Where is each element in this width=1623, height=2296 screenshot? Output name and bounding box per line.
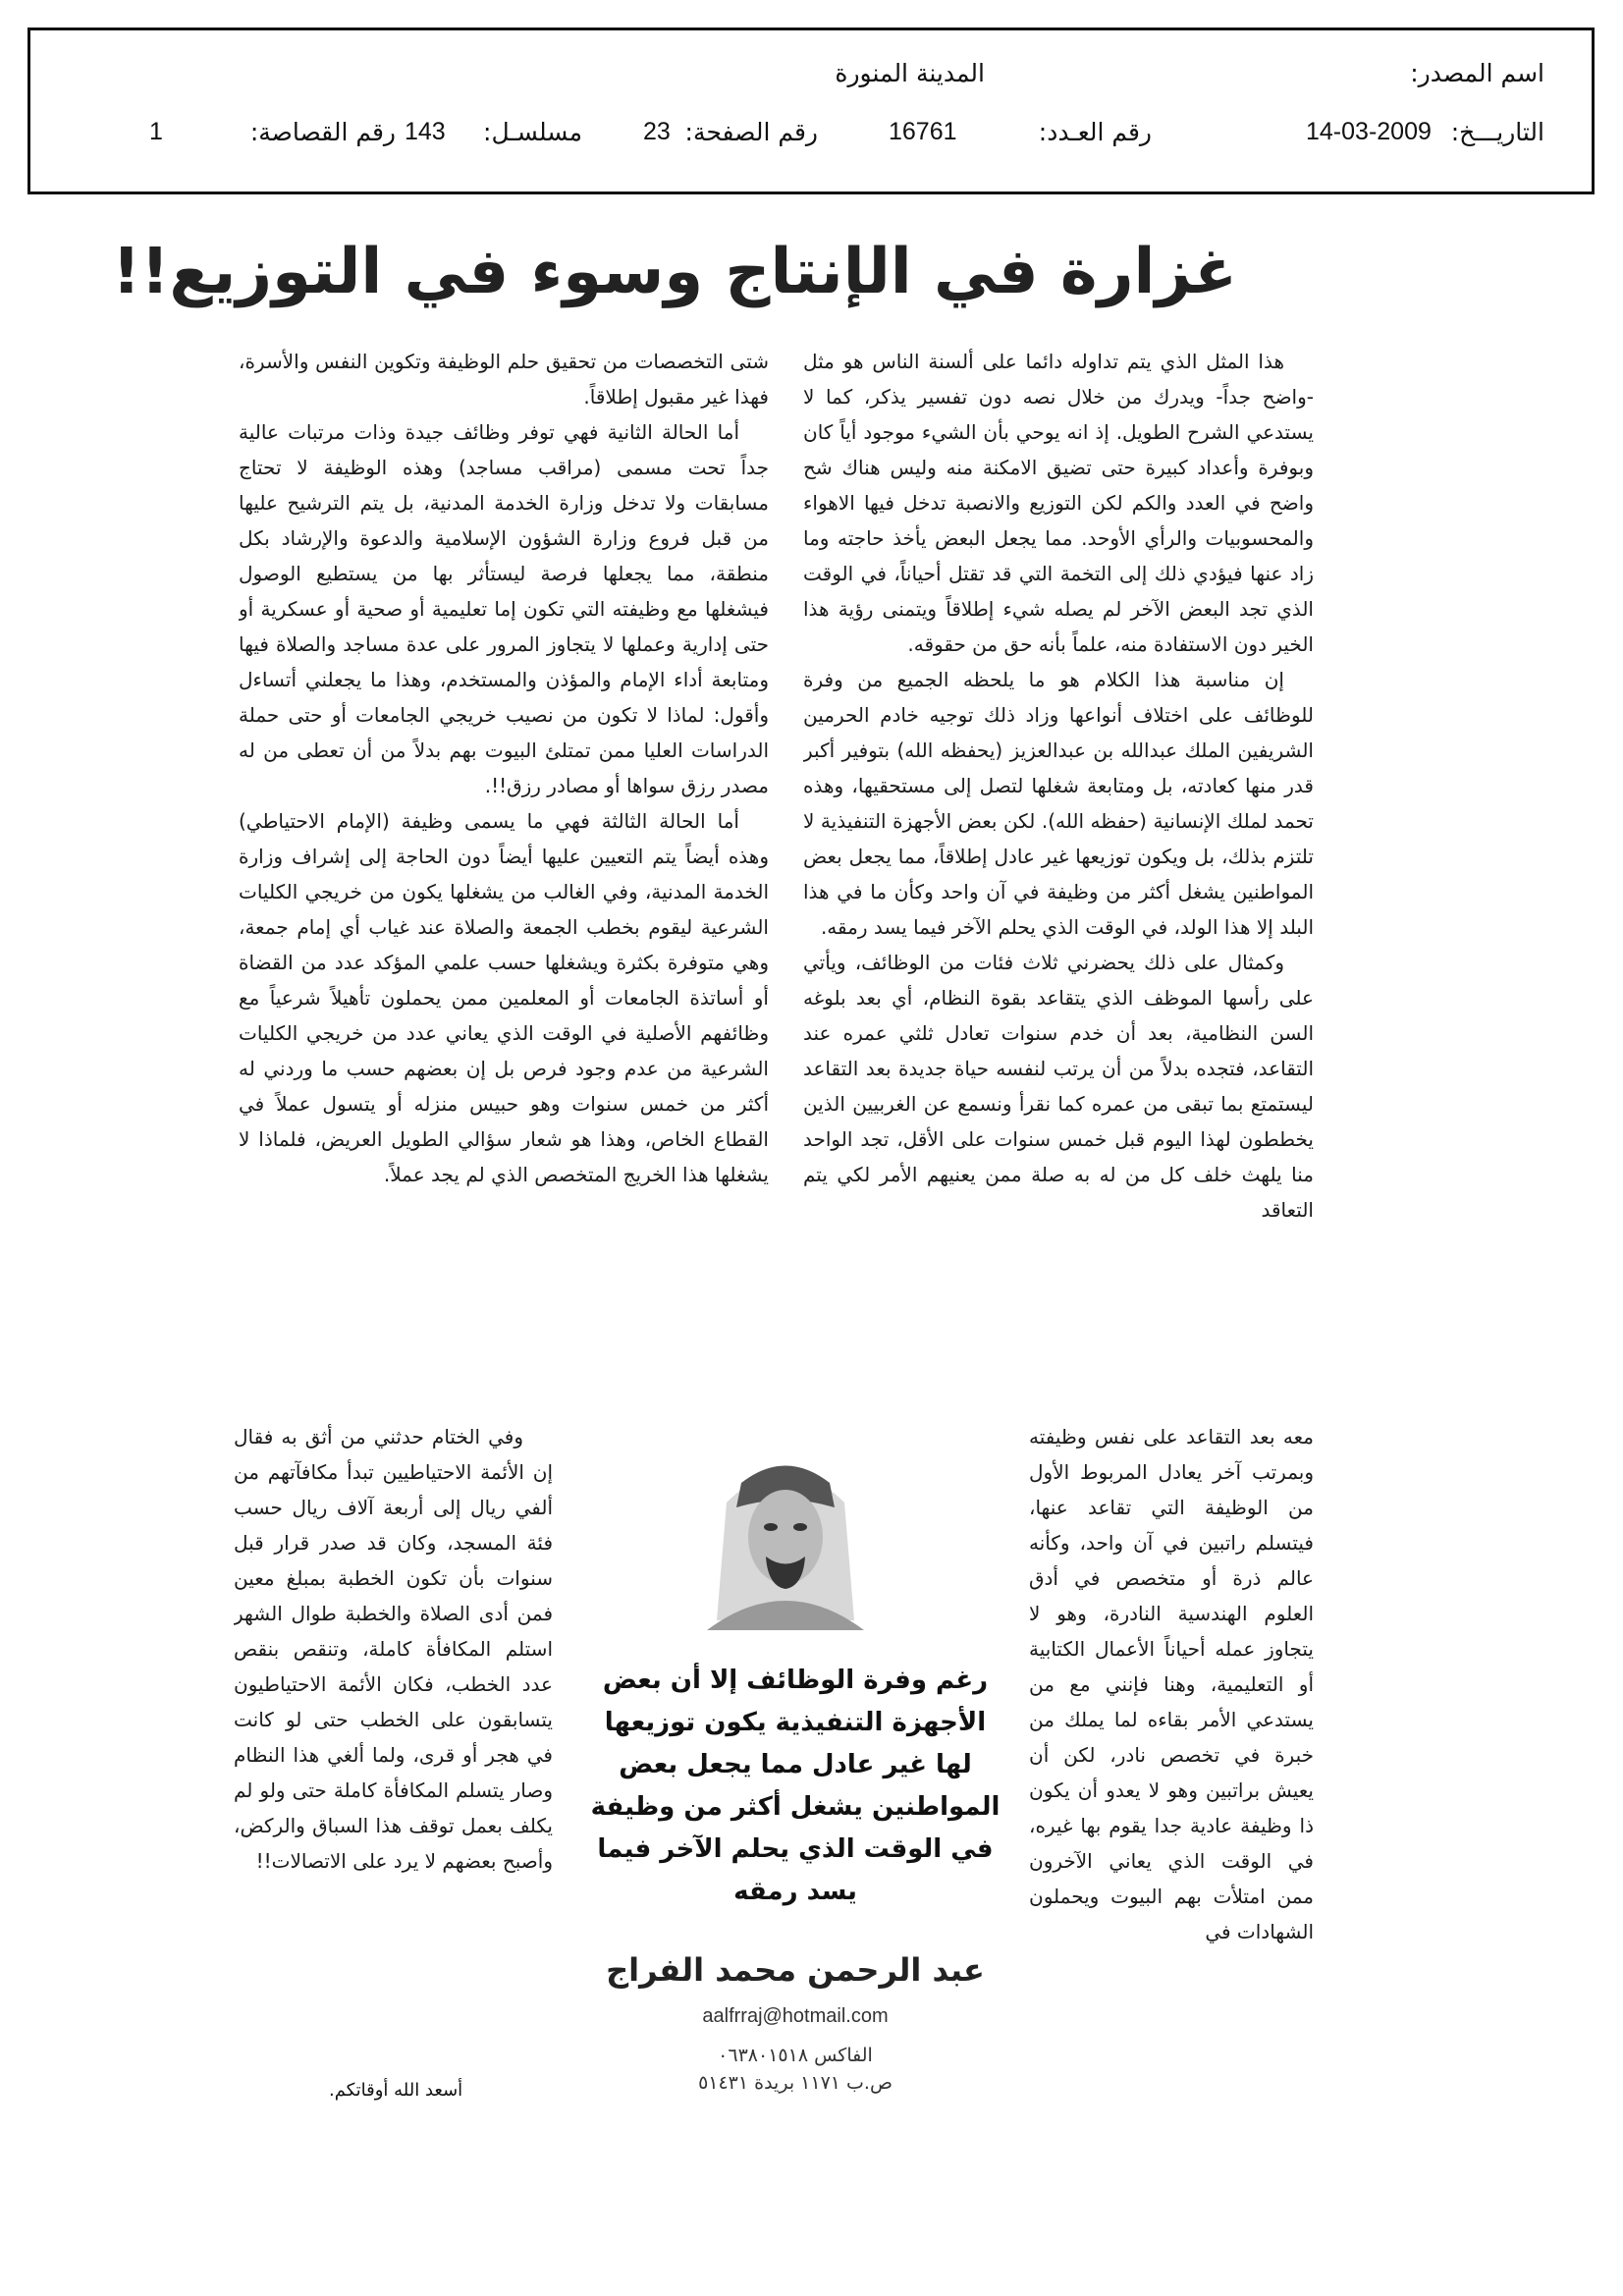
paragraph: أما الحالة الثالثة فهي ما يسمى وظيفة (الإمام الاحتياطي) وهذه أيضاً يتم التعيين عليها أيضاً دون الحاجة إلى إشراف وزارة الخدمة المدنية، وفي الغالب من يشغلها يكون من خريجي الكليات الشرعية ليقوم بخطب الجمعة والصلاة عند غياب أي إمام جمعة، وهي متوفرة بكثرة ويشغلها حسب علمي المؤكد عدد من القضاة أو أساتذة الجامعات أو المعلمين ممن يحملون تأهيلاً شرعياً مع وظائفهم الأصلية في الوقت الذي يعاني عدد من خريجي الكليات الشرعية من عدم وجود فرص بل إن بعضهم حسب ما وردني له أكثر من خمس سنوات وهو حبيس منزله أو يتسول عملاً في القطاع الخاص، وهذا هو شعار سؤالي الطويل العريض، فلماذا لا يشغلها هذا الخريج المتخصص الذي لم يجد عملاً. — [239, 809, 769, 1186]
source-value: المدينة المنورة — [835, 59, 985, 87]
article-column-left — [239, 344, 769, 1404]
author-name: عبد الرحمن محمد الفراج — [606, 1951, 985, 1989]
date-value: 14-03-2009 — [1306, 118, 1432, 145]
article-column-left-narrow — [234, 1419, 553, 2067]
source-label: اسم المصدر: — [1410, 59, 1544, 87]
article-column-right — [803, 344, 1314, 1404]
paragraph: شتى التخصصات من تحقيق حلم الوظيفة وتكوين النفس والأسرة، فهذا غير مقبول إطلاقاً. — [239, 350, 769, 409]
article-column-right-narrow — [1029, 1419, 1314, 2048]
author-fax: الفاكس ٠٦٣٨٠١٥١٨ — [718, 2045, 873, 2066]
clip-value: 1 — [149, 118, 163, 145]
page-label: رقم الصفحة: — [684, 118, 818, 146]
date-label: التاريـــخ: — [1450, 118, 1544, 146]
clip-label: رقم القصاصة: — [249, 118, 396, 146]
signoff: أسعد الله أوقاتكم. — [329, 2080, 463, 2101]
paragraph: معه بعد التقاعد على نفس وظيفته وبمرتب آخر يعادل المربوط الأول من الوظيفة التي تقاعد عنها، فيتسلم راتبين في آن واحد، وكأنه عالم ذرة أو متخصص في أدق العلوم الهندسية النادرة، وهو لا يتجاوز عمله أحياناً الأعمال الكتابية أو التعليمية، وهنا فإنني مع من يستدعي الأمر بقاءه لما يملك من خبرة في تخصص نادر، لكن أن يعيش براتبين وهو لا يعدو أن يكون ذا وظيفة عادية جدا يقوم بها غيره، في الوقت الذي يعاني الآخرون ممن امتلأت بهم البيوت ويحملون الشهادات في — [1029, 1425, 1314, 1943]
paragraph: إن مناسبة هذا الكلام هو ما يلحظه الجميع من وفرة للوظائف على اختلاف أنواعها وزاد ذلك توجيه خادم الحرمين الشريفين الملك عبدالله بن عبدالعزيز (يحفظه الله) بتوفير أكبر قدر منها كعادته، بل ومتابعة شغلها لتصل إلى مستحقيها، وهذه تحمد لملك الإنسانية (حفظه الله). لكن بعض الأجهزة التنفيذية لا تلتزم بذلك، بل ويكون توزيعها غير عادل إطلاقاً، مما يجعل بعض المواطنين يشغل أكثر من وظيفة في آن واحد وكأن ما في هذا البلد إلا هذا الولد، في الوقت الذي يحلم الآخر فيما يسد رمقه. — [803, 668, 1314, 939]
author-po-box: ص.ب ١١٧١ بريدة ٥١٤٣١ — [698, 2072, 893, 2094]
serial-label: مسلسـل: — [483, 118, 582, 146]
pull-quote: رغم وفرة الوظائف إلا أن بعض الأجهزة التنفيذية يكون توزيعها لها غير عادل مما يجعل بعض المواطنين يشغل أكثر من وظيفة في الوقت الذي يحلم الآخر فيما يسد رمقه — [590, 1666, 1001, 1906]
issue-label: رقم العـدد: — [1038, 118, 1152, 146]
issue-value: 16761 — [889, 118, 957, 145]
source-header-box — [27, 27, 1595, 194]
serial-value: 143 — [405, 118, 446, 145]
page-value: 23 — [643, 118, 671, 145]
paragraph: أما الحالة الثانية فهي توفر وظائف جيدة وذات مرتبات عالية جداً تحت مسمى (مراقب مساجد) وهذه الوظيفة لا تحتاج مسابقات ولا تدخل وزارة الخدمة المدنية، بل يتم الترشيح عليها من قبل فروع وزارة الشؤون الإسلامية والدعوة والإرشاد بكل منطقة، مما يجعلها فرصة ليستأثر بها من يستطيع الوصول فيشغلها مع وظيفته التي تكون إما تعليمية أو صحية أو عسكرية أو حتى إدارية وعملها لا يتجاوز المرور على عدة مساجد والصلاة فيها ومتابعة أداء الإمام والمؤذن والمستخدم، وهذا ما يجعلني أتساءل وأقول: لماذا لا تكون من نصيب خريجي الجامعات أو حتى حملة الدراسات العليا ممن تمتلئ البيوت بهم بدلاً من أن تعطى من له مصدر رزق سواها أو مصادر رزق!!. — [239, 420, 769, 797]
paragraph: وفي الختام حدثني من أثق به فقال إن الأئمة الاحتياطيين تبدأ مكافآتهم من ألفي ريال إلى أربعة آلاف ريال حسب فئة المسجد، وكان قد صدر قرار قبل سنوات بأن تكون الخطبة بمبلغ معين فمن أدى الصلاة والخطبة طوال الشهر استلم المكافأة كاملة، وتنقص بنقص عدد الخطب، فكان الأئمة الاحتياطيون يتسابقون على الخطب حتى لو كانت في هجر أو قرى، ولما ألغي هذا النظام وصار يتسلم المكافأة كاملة حتى ولو لم يكلف بعمل توقف هذا السباق والركض، وأصبح بعضهم لا يرد على الاتصالات!! — [234, 1425, 553, 1873]
author-email: aalfrraj@hotmail.com — [702, 2005, 889, 2027]
author-photo — [687, 1424, 884, 1630]
paragraph: وكمثال على ذلك يحضرني ثلاث فئات من الوظائف، ويأتي على رأسها الموظف الذي يتقاعد بقوة النظام، أي بعد بلوغه السن النظامية، بعد أن خدم سنوات تعادل ثلثي عمره عند التقاعد، فتجده بدلاً من أن يرتب لنفسه حياة جديدة بعد التقاعد ليستمتع بما تبقى من عمره كما نقرأ ونسمع عن الغربيين الذين يخططون لهذا اليوم قبل خمس سنوات على الأقل، تجد الواحد منا يلهث خلف كل من له به صلة ممن يعنيهم الأمر لكي يتم التعاقد — [803, 951, 1314, 1222]
paragraph: هذا المثل الذي يتم تداوله دائما على ألسنة الناس هو مثل -واضح جداً- ويدرك من خلال نصه دون تفسير يذكر، كما لا يستدعي الشرح الطويل. إذ انه يوحي بأن الشيء موجود أياً كان وبوفرة وأعداد كبيرة حتى تضيق الامكنة منه وليس هناك شح واضح في العدد والكم لكن التوزيع والانصبة تدخل فيها الاهواء والمحسوبيات والرأي الأوحد. مما يجعل البعض يأخذ حاجته وما زاد عنها فيؤدي ذلك إلى التخمة التي قد تقتل أحياناً، في الوقت الذي تجد البعض الآخر لم يصله شيء إطلاقاً ويتمنى رؤية هذا الخير دون الاستفادة منه، علماً بأنه حق من حقوقه. — [803, 350, 1314, 656]
article-headline: غزارة في الإنتاج وسوء في التوزيع!! — [112, 236, 1237, 308]
